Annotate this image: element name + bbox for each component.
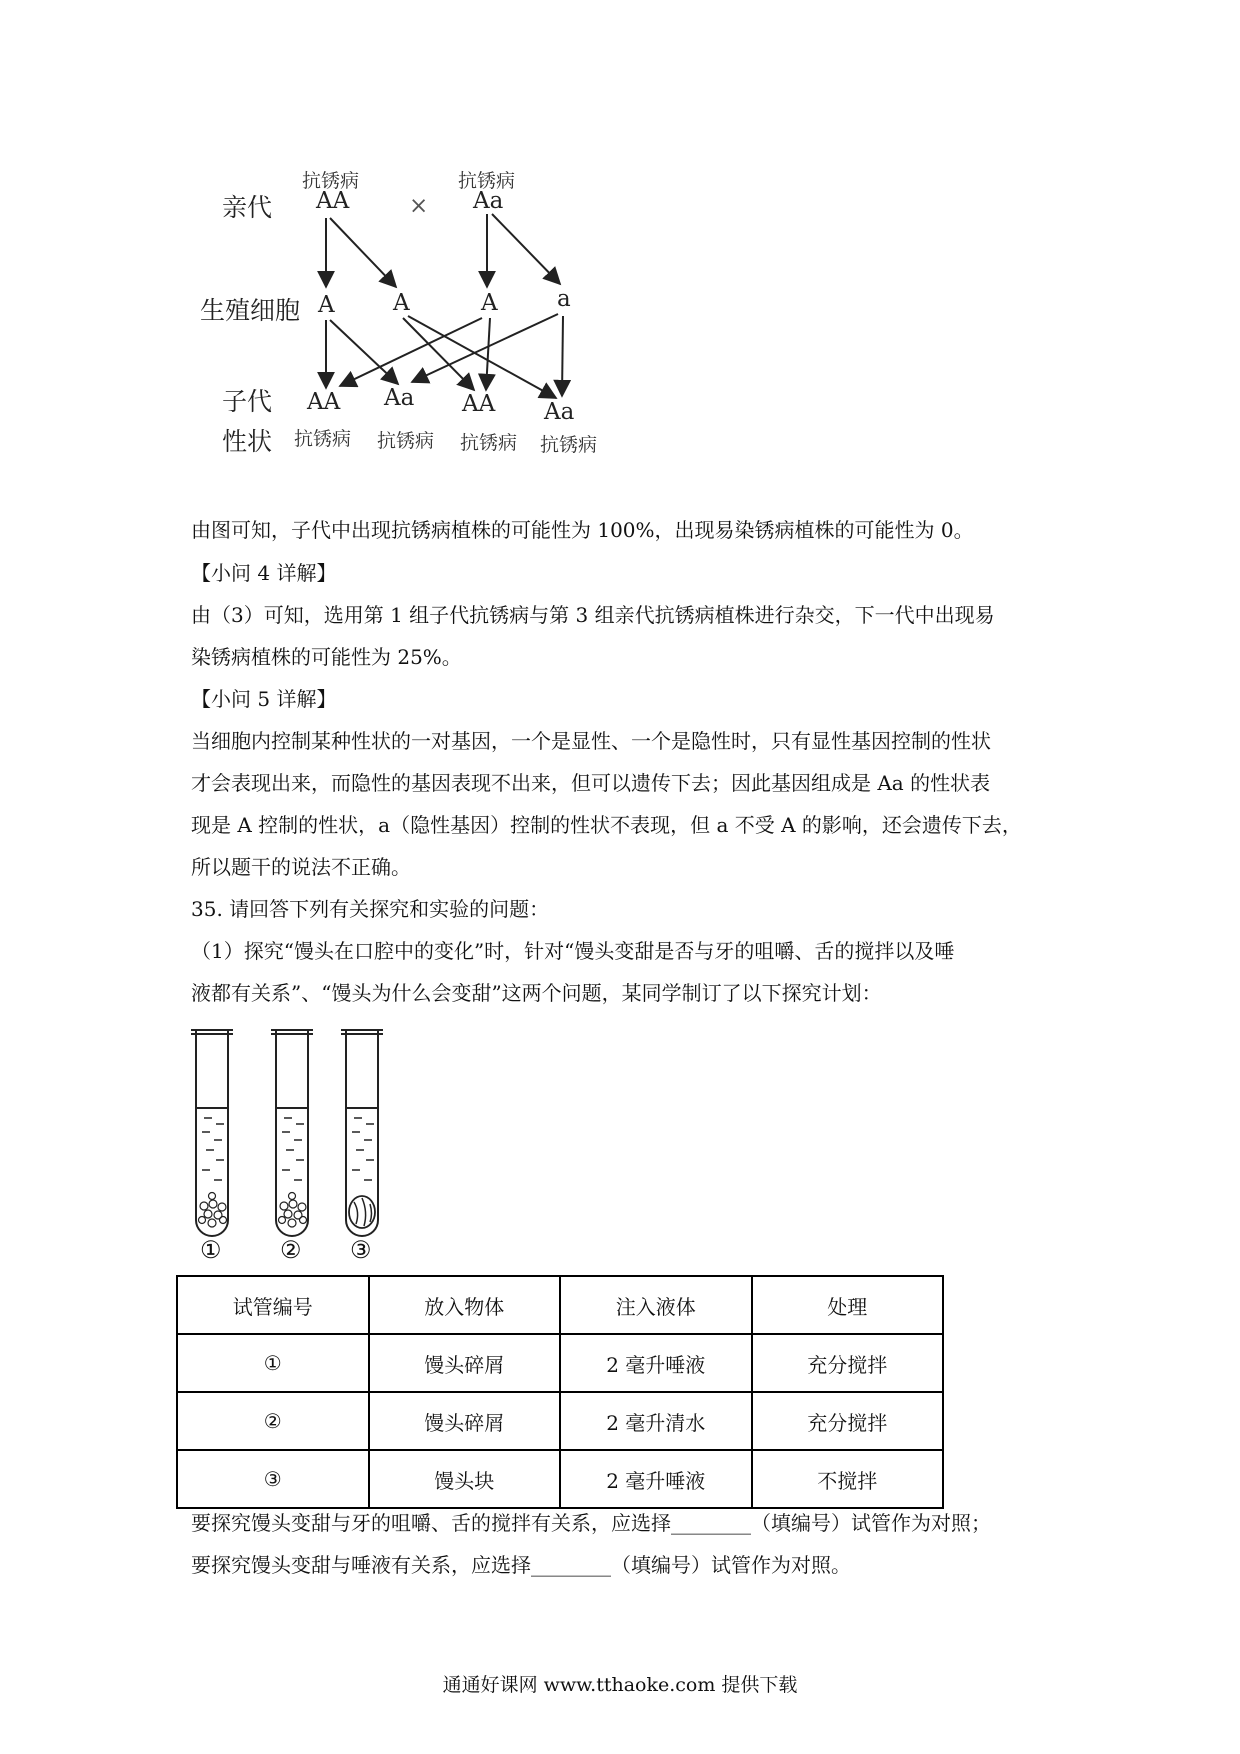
table-cell: 充分搅拌 [752, 1334, 944, 1392]
offspring-1-trait: 抗锈病 [294, 428, 352, 450]
table-row [177, 1450, 943, 1508]
table-cell: 馒头碎屑 [369, 1334, 561, 1392]
q35-1-line-2: 液都有关系”、“馒头为什么会变甜”这两个问题，某同学制订了以下探究计划： [191, 981, 882, 1005]
table-cell: 馒头块 [369, 1450, 561, 1508]
header-treatment: 处理 [752, 1276, 944, 1334]
cross-arrows [0, 0, 1240, 500]
parent-1-trait: 抗锈病 [302, 170, 360, 192]
gamete-2: A [393, 290, 410, 316]
offspring-4-genotype: Aa [544, 399, 575, 425]
offspring-1-genotype: AA [307, 389, 341, 415]
q5-header: 【小问 5 详解】 [191, 687, 337, 711]
row-label-parents: 亲代 [222, 193, 273, 222]
test-tube-3 [341, 1030, 383, 1236]
offspring-2-trait: 抗锈病 [377, 430, 435, 452]
offspring-2-genotype: Aa [384, 385, 415, 411]
table-cell: 充分搅拌 [752, 1392, 944, 1450]
table-cell: 2 毫升唾液 [560, 1334, 752, 1392]
test-tubes-figure [170, 1020, 410, 1260]
arrow-g3-o3 [486, 318, 490, 390]
parent-2-genotype: Aa [473, 188, 504, 214]
offspring-4-trait: 抗锈病 [540, 434, 598, 456]
tube-label-3: ③ [350, 1236, 372, 1264]
table-row [177, 1392, 943, 1450]
table-cell: 2 毫升唾液 [560, 1450, 752, 1508]
question-35: 35. 请回答下列有关探究和实验的问题： [191, 897, 550, 921]
q4-header: 【小问 4 详解】 [191, 561, 337, 585]
parent-2-trait: 抗锈病 [458, 170, 516, 192]
q4-line-1: 由（3）可知，选用第 1 组子代抗锈病与第 3 组亲代抗锈病植株进行杂交，下一代中出现易 [191, 603, 995, 627]
experiment-table [176, 1275, 944, 1509]
table-cell: 2 毫升清水 [560, 1392, 752, 1450]
arrow-parent2-gamete4 [492, 214, 560, 284]
row-label-offspring: 子代 [222, 387, 273, 416]
table-header-row [177, 1276, 943, 1334]
conclusion-text: 由图可知，子代中出现抗锈病植株的可能性为 100%，出现易染锈病植株的可能性为 0。 [191, 518, 974, 542]
cross-symbol: × [409, 193, 429, 219]
q4-line-2: 染锈病植株的可能性为 25%。 [191, 645, 462, 669]
q5-line-2: 才会表现出来，而隐性的基因表现不出来，但可以遗传下去；因此基因组成是 Aa 的性状表 [191, 771, 991, 795]
tube-label-2: ② [280, 1236, 302, 1264]
q5-line-3: 现是 A 控制的性状，a（隐性基因）控制的性状不表现，但 a 不受 A 的影响，还会遗传下去， [191, 813, 1022, 837]
table-cell: ① [177, 1334, 369, 1392]
parent-1-genotype: AA [316, 188, 350, 214]
gamete-3: A [481, 290, 498, 316]
q35-1-line-1: （1）探究“馒头在口腔中的变化”时，针对“馒头变甜是否与牙的咀嚼、舌的搅拌以及唾 [191, 939, 955, 963]
row-label-traits: 性状 [222, 427, 273, 456]
arrow-g2-o4 [408, 316, 556, 398]
header-object: 放入物体 [369, 1276, 561, 1334]
table-cell: 馒头碎屑 [369, 1392, 561, 1450]
gamete-4: a [557, 286, 571, 312]
arrow-g2-o3 [403, 318, 474, 390]
tube-label-1: ① [200, 1236, 222, 1264]
table-cell: ③ [177, 1450, 369, 1508]
gamete-1: A [318, 292, 335, 318]
q5-line-4: 所以题干的说法不正确。 [191, 855, 411, 879]
table-row [177, 1334, 943, 1392]
test-tube-1 [191, 1030, 233, 1236]
arrow-g4-o4 [562, 316, 563, 396]
row-label-gametes: 生殖细胞 [200, 296, 301, 325]
test-tube-2 [271, 1030, 313, 1236]
arrow-parent1-gamete2 [330, 218, 396, 287]
offspring-3-genotype: AA [462, 391, 496, 417]
header-liquid: 注入液体 [560, 1276, 752, 1334]
q5-line-1: 当细胞内控制某种性状的一对基因，一个是显性、一个是隐性时，只有显性基因控制的性状 [191, 729, 991, 753]
page-footer: 通通好课网 www.tthaoke.com 提供下载 [442, 1674, 798, 1696]
table-cell: 不搅拌 [752, 1450, 944, 1508]
header-tube-number: 试管编号 [177, 1276, 369, 1334]
fill-question-1: 要探究馒头变甜与牙的咀嚼、舌的搅拌有关系，应选择________（填编号）试管作为对照； [191, 1511, 991, 1535]
offspring-3-trait: 抗锈病 [460, 432, 518, 454]
fill-question-2: 要探究馒头变甜与唾液有关系，应选择________（填编号）试管作为对照。 [191, 1553, 851, 1577]
table-cell: ② [177, 1392, 369, 1450]
